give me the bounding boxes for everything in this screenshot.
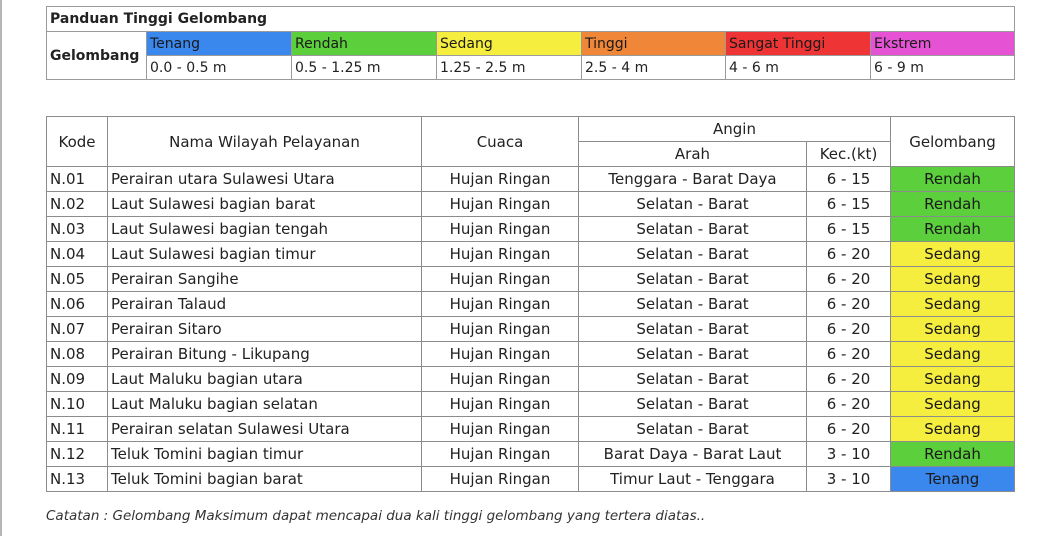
cell-arah: Selatan - Barat (579, 217, 807, 242)
cell-wilayah: Laut Maluku bagian utara (108, 367, 422, 392)
cell-cuaca: Hujan Ringan (422, 192, 579, 217)
cell-gelombang: Rendah (891, 217, 1015, 242)
cell-wilayah: Laut Sulawesi bagian tengah (108, 217, 422, 242)
cell-kode: N.13 (47, 467, 108, 492)
table-row (47, 217, 1015, 242)
cell-gelombang: Sedang (891, 367, 1015, 392)
cell-gelombang: Tenang (891, 467, 1015, 492)
cell-arah: Selatan - Barat (579, 292, 807, 317)
header-angin: Angin (579, 117, 891, 142)
table-row (47, 467, 1015, 492)
cell-arah: Selatan - Barat (579, 317, 807, 342)
cell-gelombang: Sedang (891, 392, 1015, 417)
guide-range-rendah: 0.5 - 1.25 m (292, 56, 437, 80)
footnote: Catatan : Gelombang Maksimum dapat mencapai dua kali tinggi gelombang yang tertera diatas.. (46, 508, 706, 524)
cell-kec: 6 - 15 (807, 167, 891, 192)
cell-kec: 6 - 15 (807, 217, 891, 242)
cell-kode: N.12 (47, 442, 108, 467)
cell-wilayah: Perairan Bitung - Likupang (108, 342, 422, 367)
cell-gelombang: Sedang (891, 267, 1015, 292)
guide-level-tenang: Tenang (147, 32, 292, 56)
cell-cuaca: Hujan Ringan (422, 267, 579, 292)
cell-cuaca: Hujan Ringan (422, 317, 579, 342)
cell-kec: 6 - 20 (807, 392, 891, 417)
cell-kec: 6 - 15 (807, 192, 891, 217)
table-row (47, 317, 1015, 342)
cell-cuaca: Hujan Ringan (422, 467, 579, 492)
cell-arah: Selatan - Barat (579, 392, 807, 417)
header-kode: Kode (47, 117, 108, 167)
cell-arah: Tenggara - Barat Daya (579, 167, 807, 192)
guide-range-ekstrem: 6 - 9 m (871, 56, 1015, 80)
guide-level-sangat-tinggi: Sangat Tinggi (726, 32, 871, 56)
cell-wilayah: Perairan Sitaro (108, 317, 422, 342)
marine-forecast-table (46, 116, 1015, 492)
cell-kec: 6 - 20 (807, 267, 891, 292)
guide-level-rendah: Rendah (292, 32, 437, 56)
cell-cuaca: Hujan Ringan (422, 367, 579, 392)
cell-kec: 6 - 20 (807, 242, 891, 267)
cell-gelombang: Rendah (891, 167, 1015, 192)
cell-cuaca: Hujan Ringan (422, 167, 579, 192)
cell-wilayah: Perairan selatan Sulawesi Utara (108, 417, 422, 442)
cell-arah: Timur Laut - Tenggara (579, 467, 807, 492)
cell-kode: N.10 (47, 392, 108, 417)
guide-level-row (47, 32, 1015, 56)
guide-level-ekstrem: Ekstrem (871, 32, 1015, 56)
cell-kode: N.08 (47, 342, 108, 367)
cell-arah: Barat Daya - Barat Laut (579, 442, 807, 467)
cell-wilayah: Perairan utara Sulawesi Utara (108, 167, 422, 192)
header-kec: Kec.(kt) (807, 142, 891, 167)
cell-kec: 6 - 20 (807, 367, 891, 392)
forecast-body (47, 167, 1015, 492)
cell-wilayah: Laut Sulawesi bagian timur (108, 242, 422, 267)
cell-kode: N.06 (47, 292, 108, 317)
cell-kec: 3 - 10 (807, 467, 891, 492)
cell-cuaca: Hujan Ringan (422, 417, 579, 442)
cell-kode: N.01 (47, 167, 108, 192)
table-row (47, 367, 1015, 392)
guide-title: Panduan Tinggi Gelombang (47, 7, 1015, 32)
cell-cuaca: Hujan Ringan (422, 217, 579, 242)
cell-kec: 6 - 20 (807, 342, 891, 367)
table-row (47, 242, 1015, 267)
cell-kode: N.02 (47, 192, 108, 217)
cell-wilayah: Laut Maluku bagian selatan (108, 392, 422, 417)
table-row (47, 292, 1015, 317)
guide-range-tenang: 0.0 - 0.5 m (147, 56, 292, 80)
cell-kec: 6 - 20 (807, 417, 891, 442)
table-row (47, 342, 1015, 367)
header-arah: Arah (579, 142, 807, 167)
guide-level-tinggi: Tinggi (582, 32, 726, 56)
table-row (47, 192, 1015, 217)
guide-range-row (47, 56, 1015, 80)
cell-kec: 6 - 20 (807, 292, 891, 317)
guide-title-row (47, 7, 1015, 32)
cell-wilayah: Perairan Talaud (108, 292, 422, 317)
cell-cuaca: Hujan Ringan (422, 242, 579, 267)
cell-wilayah: Perairan Sangihe (108, 267, 422, 292)
table-row (47, 417, 1015, 442)
cell-kec: 3 - 10 (807, 442, 891, 467)
cell-arah: Selatan - Barat (579, 367, 807, 392)
header-cuaca: Cuaca (422, 117, 579, 167)
guide-range-tinggi: 2.5 - 4 m (582, 56, 726, 80)
cell-cuaca: Hujan Ringan (422, 392, 579, 417)
header-wilayah: Nama Wilayah Pelayanan (108, 117, 422, 167)
guide-level-sedang: Sedang (437, 32, 582, 56)
cell-wilayah: Teluk Tomini bagian barat (108, 467, 422, 492)
cell-gelombang: Sedang (891, 242, 1015, 267)
table-row (47, 267, 1015, 292)
left-border-line (0, 0, 2, 536)
cell-kode: N.04 (47, 242, 108, 267)
cell-gelombang: Sedang (891, 317, 1015, 342)
cell-kode: N.09 (47, 367, 108, 392)
guide-range-sedang: 1.25 - 2.5 m (437, 56, 582, 80)
cell-wilayah: Laut Sulawesi bagian barat (108, 192, 422, 217)
table-row (47, 392, 1015, 417)
header-gelombang: Gelombang (891, 117, 1015, 167)
cell-cuaca: Hujan Ringan (422, 292, 579, 317)
guide-row-label: Gelombang (47, 32, 147, 80)
cell-cuaca: Hujan Ringan (422, 442, 579, 467)
cell-kode: N.03 (47, 217, 108, 242)
cell-cuaca: Hujan Ringan (422, 342, 579, 367)
guide-range-sangat-tinggi: 4 - 6 m (726, 56, 871, 80)
cell-gelombang: Sedang (891, 417, 1015, 442)
cell-gelombang: Rendah (891, 442, 1015, 467)
cell-kec: 6 - 20 (807, 317, 891, 342)
cell-kode: N.07 (47, 317, 108, 342)
table-row (47, 442, 1015, 467)
cell-arah: Selatan - Barat (579, 267, 807, 292)
table-row (47, 167, 1015, 192)
cell-arah: Selatan - Barat (579, 242, 807, 267)
cell-arah: Selatan - Barat (579, 342, 807, 367)
header-row-top (47, 117, 1015, 142)
cell-kode: N.05 (47, 267, 108, 292)
cell-arah: Selatan - Barat (579, 192, 807, 217)
wave-height-guide-table (46, 6, 1015, 80)
cell-arah: Selatan - Barat (579, 417, 807, 442)
cell-gelombang: Sedang (891, 342, 1015, 367)
cell-kode: N.11 (47, 417, 108, 442)
cell-gelombang: Rendah (891, 192, 1015, 217)
cell-gelombang: Sedang (891, 292, 1015, 317)
cell-wilayah: Teluk Tomini bagian timur (108, 442, 422, 467)
